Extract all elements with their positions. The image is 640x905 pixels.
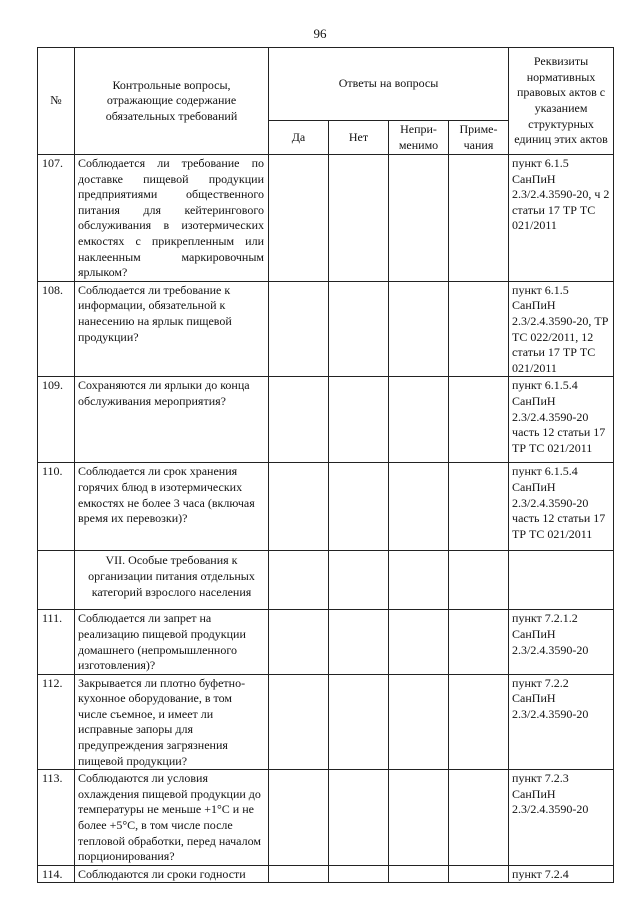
answer-na-cell[interactable] (389, 155, 449, 282)
answer-no-cell[interactable] (329, 377, 389, 463)
regulation-reference: пункт 7.2.1.2 СанПиН 2.3/2.4.3590-20 (509, 610, 614, 674)
header-questions: Контрольные вопросы, отражающие содержание обязательных требований (75, 48, 269, 155)
row-number: 111. (38, 610, 75, 674)
answer-no-cell[interactable] (329, 674, 389, 770)
header-answers: Ответы на вопросы (269, 48, 509, 121)
regulation-reference: пункт 6.1.5 СанПиН 2.3/2.4.3590-20, ч 2 статьи 17 ТР ТС 021/2011 (509, 155, 614, 282)
section-empty-cell (389, 551, 449, 610)
header-no: Нет (329, 121, 389, 155)
section-title: VII. Особые требования к организации питания отдельных категорий взрослого населения (75, 551, 269, 610)
row-number: 113. (38, 770, 75, 866)
question-text: Соблюдается ли требование по доставке пищевой продукции предприятиями общественного питания для кейтерингового обслуживания в изотермических емкостях с прикрепленным или наклеенным маркировочным ярлыком? (75, 155, 269, 282)
regulation-reference: пункт 6.1.5 СанПиН 2.3/2.4.3590-20, ТР ТС 022/2011, 12 статьи 17 ТР ТС 021/2011 (509, 281, 614, 377)
section-row (38, 551, 614, 610)
header-num: № (38, 48, 75, 155)
question-text: Сохраняются ли ярлыки до конца обслуживания мероприятия? (75, 377, 269, 463)
checklist-table (37, 47, 614, 883)
header-yes: Да (269, 121, 329, 155)
answer-no-cell[interactable] (329, 155, 389, 282)
answer-no-cell[interactable] (329, 770, 389, 866)
answer-yes-cell[interactable] (269, 770, 329, 866)
answer-yes-cell[interactable] (269, 865, 329, 883)
answer-notes-cell[interactable] (449, 674, 509, 770)
answer-na-cell[interactable] (389, 610, 449, 674)
answer-no-cell[interactable] (329, 281, 389, 377)
answer-na-cell[interactable] (389, 377, 449, 463)
table-row (38, 865, 614, 883)
answer-notes-cell[interactable] (449, 770, 509, 866)
question-text: Соблюдаются ли условия охлаждения пищевой продукции до температуры не меньше +1°C и не более +5°C, в том числе после тепловой обработки, перед началом порционирования? (75, 770, 269, 866)
answer-no-cell[interactable] (329, 610, 389, 674)
header-na: Непри-менимо (389, 121, 449, 155)
answer-na-cell[interactable] (389, 865, 449, 883)
row-number: 108. (38, 281, 75, 377)
row-number: 114. (38, 865, 75, 883)
answer-notes-cell[interactable] (449, 610, 509, 674)
section-empty-cell (269, 551, 329, 610)
header-row-top (38, 48, 614, 121)
table-row (38, 770, 614, 866)
answer-notes-cell[interactable] (449, 865, 509, 883)
answer-notes-cell[interactable] (449, 463, 509, 551)
answer-notes-cell[interactable] (449, 281, 509, 377)
section-empty-cell (329, 551, 389, 610)
question-text: Закрывается ли плотно буфетно-кухонное оборудование, в том числе съемное, и имеет ли исправные запоры для предупреждения загрязнения пищевой продукции? (75, 674, 269, 770)
answer-na-cell[interactable] (389, 281, 449, 377)
table-row (38, 281, 614, 377)
answer-yes-cell[interactable] (269, 463, 329, 551)
answer-notes-cell[interactable] (449, 377, 509, 463)
answer-notes-cell[interactable] (449, 155, 509, 282)
regulation-reference: пункт 7.2.2 СанПиН 2.3/2.4.3590-20 (509, 674, 614, 770)
answer-yes-cell[interactable] (269, 674, 329, 770)
regulation-reference: пункт 7.2.4 (509, 865, 614, 883)
section-empty-cell (449, 551, 509, 610)
answer-yes-cell[interactable] (269, 281, 329, 377)
question-text: Соблюдаются ли сроки годности (75, 865, 269, 883)
answer-yes-cell[interactable] (269, 155, 329, 282)
section-num-cell (38, 551, 75, 610)
answer-na-cell[interactable] (389, 463, 449, 551)
table-row (38, 674, 614, 770)
answer-na-cell[interactable] (389, 770, 449, 866)
row-number: 110. (38, 463, 75, 551)
row-number: 109. (38, 377, 75, 463)
table-row (38, 610, 614, 674)
answer-no-cell[interactable] (329, 463, 389, 551)
answer-na-cell[interactable] (389, 674, 449, 770)
answer-yes-cell[interactable] (269, 377, 329, 463)
row-number: 107. (38, 155, 75, 282)
regulation-reference: пункт 6.1.5.4 СанПиН 2.3/2.4.3590-20 часть 12 статьи 17 ТР ТС 021/2011 (509, 463, 614, 551)
table-row (38, 377, 614, 463)
question-text: Соблюдается ли запрет на реализацию пищевой продукции домашнего (непромышленного изготовления)? (75, 610, 269, 674)
section-empty-cell (509, 551, 614, 610)
answer-yes-cell[interactable] (269, 610, 329, 674)
row-number: 112. (38, 674, 75, 770)
header-notes: Приме-чания (449, 121, 509, 155)
regulation-reference: пункт 6.1.5.4 СанПиН 2.3/2.4.3590-20 часть 12 статьи 17 ТР ТС 021/2011 (509, 377, 614, 463)
page-number: 96 (313, 26, 327, 41)
answer-no-cell[interactable] (329, 865, 389, 883)
question-text: Соблюдается ли срок хранения горячих блюд в изотермических емкостях не более 3 часа (включая время их перевозки)? (75, 463, 269, 551)
table-row (38, 463, 614, 551)
regulation-reference: пункт 7.2.3 СанПиН 2.3/2.4.3590-20 (509, 770, 614, 866)
header-refs: Реквизиты нормативных правовых актов с указанием структурных единиц этих актов (509, 48, 614, 155)
table-row (38, 155, 614, 282)
question-text: Соблюдается ли требование к информации, обязательной к нанесению на ярлык пищевой продукции? (75, 281, 269, 377)
